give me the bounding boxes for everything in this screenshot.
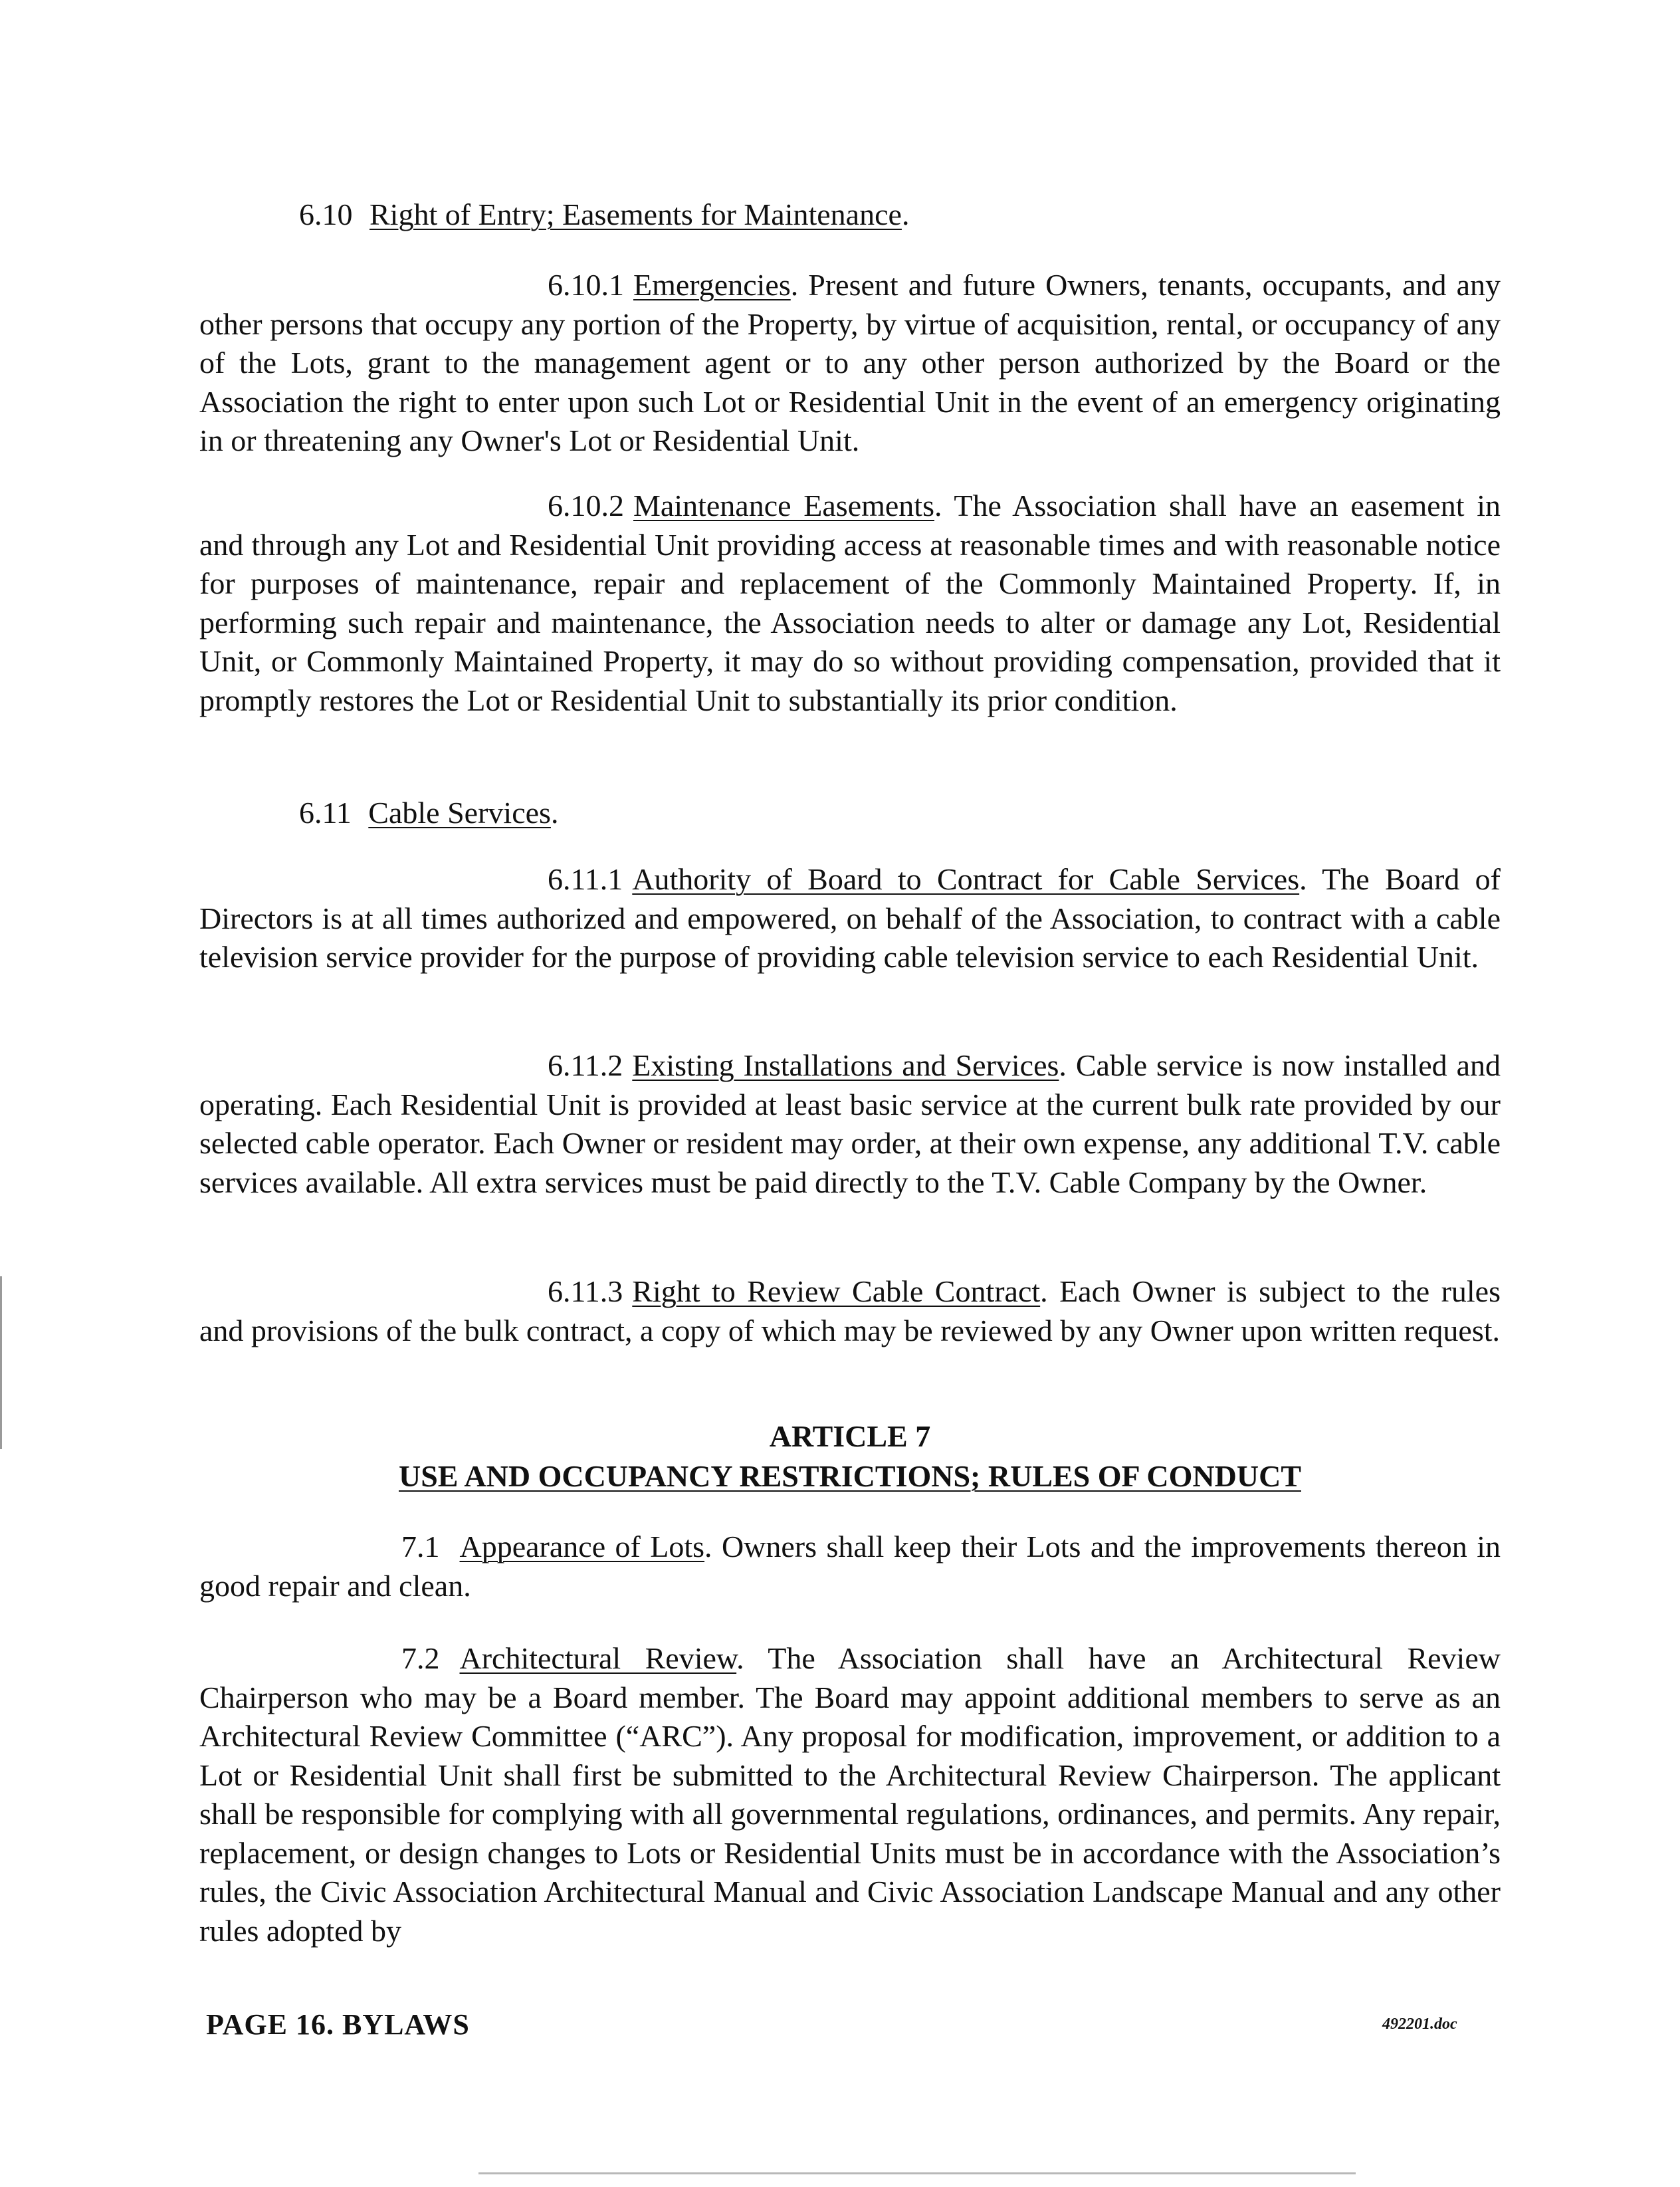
section-6-10-1-paragraph — [199, 266, 1501, 461]
section-number: 6.10.2 — [548, 489, 624, 522]
section-title: Right to Review Cable Contract — [632, 1274, 1041, 1308]
section-number: 7.2 — [401, 1641, 440, 1675]
section-title: Appearance of Lots — [459, 1530, 705, 1563]
section-6-11-1-paragraph — [199, 860, 1501, 977]
section-6-11-heading: 6.11 Cable Services. — [299, 792, 558, 834]
section-6-11-2-paragraph — [199, 1046, 1501, 1202]
article-number: ARTICLE 7 — [769, 1419, 931, 1453]
section-body: . Owners shall keep their Lots and the improvements thereon in good repair and clean. — [199, 1530, 1501, 1603]
page-footer-label: PAGE 16. BYLAWS — [206, 2008, 470, 2041]
scan-artifact — [478, 2172, 1356, 2174]
section-title: Right of Entry; Easements for Maintenance — [369, 197, 902, 231]
section-body: . The Board of Directors is at all times authorized and empowered, on behalf of the Association, to contract with a cable television service provider for the purpose of providing cable television service to each Residential Unit. — [199, 862, 1501, 974]
section-title: Existing Installations and Services — [632, 1048, 1059, 1082]
section-number: 7.1 — [401, 1530, 440, 1563]
section-number: 6.10 — [299, 197, 353, 231]
section-title: Maintenance Easements — [633, 489, 934, 522]
section-body: . The Association shall have an easement in and through any Lot and Residential Unit providing access at reasonable times and with reasonable notice for purposes of maintenance, repair and replacement of the Commonly Maintained Property. If, in performing such repair and maintenance, the Association needs to alter or damage any Lot, Residential Unit, or Commonly Maintained Property, it may do so without providing compensation, provided that it promptly restores the Lot or Residential Unit to substantially its prior condition. — [199, 489, 1501, 717]
scan-artifact — [0, 1276, 2, 1449]
section-6-10-heading: 6.10 Right of Entry; Easements for Maintenance. — [299, 194, 909, 235]
article-title: USE AND OCCUPANCY RESTRICTIONS; RULES OF CONDUCT — [398, 1459, 1301, 1493]
section-body: . Present and future Owners, tenants, occupants, and any other persons that occupy any portion of the Property, by virtue of acquisition, rental, or occupancy of any of the Lots, grant to the management agent or to any other person authorized by the Board or the Association the right to enter upon such Lot or Residential Unit in the event of an emergency originating in or threatening any Owner's Lot or Residential Unit. — [199, 268, 1501, 457]
section-7-1-paragraph — [199, 1528, 1501, 1605]
section-title: Architectural Review — [459, 1641, 737, 1675]
section-6-10-2-paragraph — [199, 487, 1501, 720]
section-title: Emergencies — [633, 268, 791, 302]
section-body: . The Association shall have an Architectural Review Chairperson who may be a Board member. The Board may appoint additional members to serve as an Architectural Review Committee (“ARC”). Any proposal for modification, improvement, or addition to a Lot or Residential Unit shall first be submitted to the Architectural Review Chairperson. The applicant shall be responsible for complying with all governmental regulations, ordinances, and permits. Any repair, replacement, or design changes to Lots or Residential Units must be in accordance with the Association’s rules, the Civic Association Architectural Manual and Civic Association Landscape Manual and any other rules adopted by — [199, 1641, 1501, 1948]
section-number: 6.10.1 — [548, 268, 624, 302]
section-body: . Each Owner is subject to the rules and provisions of the bulk contract, a copy of which may be reviewed by any Owner upon written request. — [199, 1274, 1501, 1347]
section-body: . Cable service is now installed and operating. Each Residential Unit is provided at least basic service at the current bulk rate provided by our selected cable operator. Each Owner or resident may order, at their own expense, any additional T.V. cable services available. All extra services must be paid directly to the T.V. Cable Company by the Owner. — [199, 1048, 1501, 1199]
section-number: 6.11 — [299, 796, 352, 830]
section-title: Authority of Board to Contract for Cable Services — [632, 862, 1300, 896]
section-number: 6.11.1 — [548, 862, 623, 896]
section-7-2-paragraph — [199, 1639, 1501, 1950]
section-number: 6.11.2 — [548, 1048, 623, 1082]
document-filename: 492201.doc — [1382, 2015, 1457, 2033]
section-6-11-3-paragraph — [199, 1272, 1501, 1350]
section-number: 6.11.3 — [548, 1274, 623, 1308]
section-title: Cable Services — [368, 796, 551, 830]
